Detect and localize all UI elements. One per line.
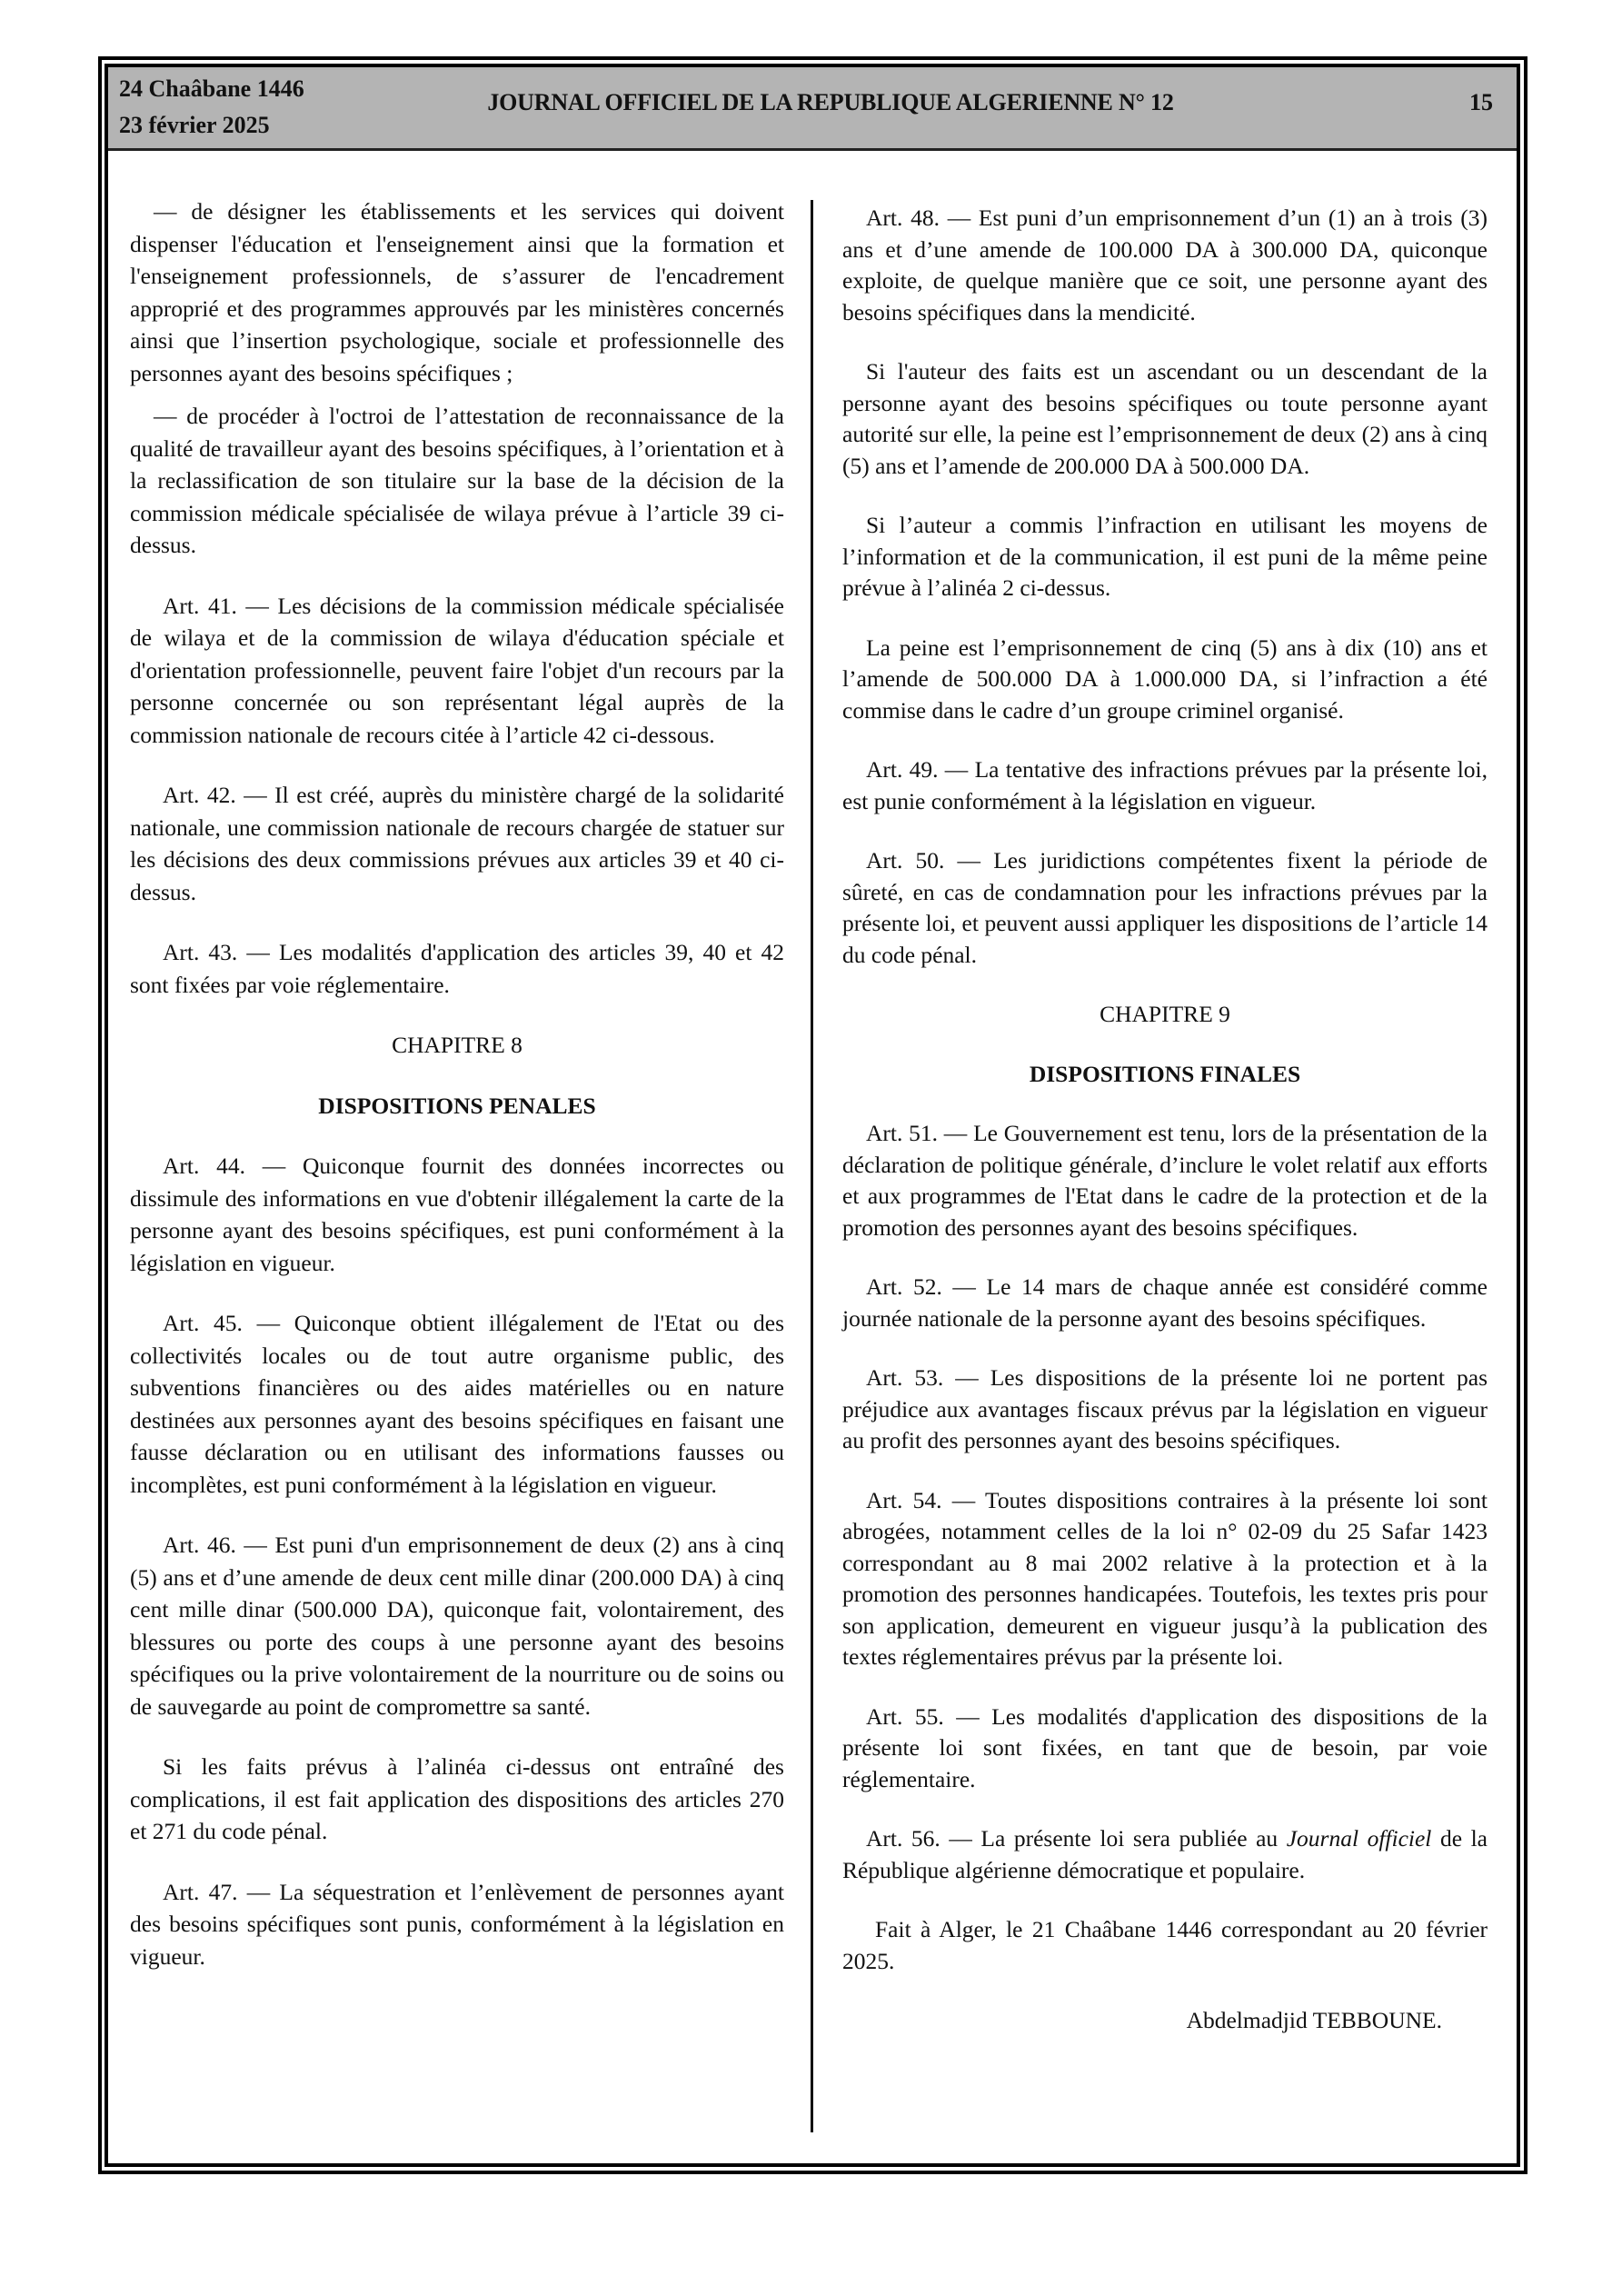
article-50: Art. 50. — Les juridictions compétentes fixent la période de sûreté, en cas de condamnation pour les infractions prévues par la présente loi, et peuvent aussi appliquer les dispositions de l’article 14 du code pénal. <box>842 847 1488 968</box>
article-51: Art. 51. — Le Gouvernement est tenu, lors de la présentation de la déclaration de politique générale, d’inclure le volet relatif aux efforts et aux programmes de l'Etat dans le cadre de la protection et de la promotion des personnes ayant des besoins spécifiques. <box>842 1120 1488 1241</box>
left-column <box>130 195 784 2001</box>
article-46: Art. 46. — Est puni d'un emprisonnement de deux (2) ans à cinq (5) ans et d’une amende de deux cent mille dinar (200.000 DA) à cinq cent mille dinar (500.000 DA), quiconque fait, volontairement, des blessures ou porte des coups à une personne ayant des besoins spécifiques ou la prive volontairement de la nourriture ou de soins ou de sauvegarde au point de compromettre sa santé. <box>130 1532 784 1720</box>
column-divider <box>811 200 813 2132</box>
article-41: Art. 41. — Les décisions de la commission médicale spécialisée de wilaya et de la commission de wilaya d'éducation spéciale et d'orientation professionnelle, peuvent faire l'objet d'un recours par la personne concernée ou son représentant légal auprès de la commission nationale de recours citée à l’article 42 ci-dessous. <box>130 592 784 748</box>
article-48: Art. 48. — Est puni d’un emprisonnement d’un (1) an à trois (3) ans et d’une amende de 100.000 DA à 300.000 DA, quiconque exploite, de quelque manière que ce soit, une personne ayant des besoins spécifiques dans la mendicité. <box>842 205 1488 325</box>
article-56 <box>842 1823 1488 1886</box>
gregorian-date: 23 février 2025 <box>119 112 270 138</box>
chapter-9-title: DISPOSITIONS FINALES <box>1029 1060 1301 1087</box>
article-42: Art. 42. — Il est créé, auprès du ministère chargé de la solidarité nationale, une commission nationale de recours chargée de statuer sur les décisions des deux commissions prévues aux articles 39 et 40 ci-dessus. <box>130 782 784 905</box>
article-47: Art. 47. — La séquestration et l’enlèvement de personnes ayant des besoins spécifiques sont punis, conformément à la législation en vigueur. <box>130 1878 784 1970</box>
article-44: Art. 44. — Quiconque fournit des données incorrectes ou dissimule des informations en vue d'obtenir illégalement la carte de la personne ayant des besoins spécifiques, est puni conformément à la législation en vigueur. <box>130 1153 784 1276</box>
paragraph-attestation: — de procéder à l'octroi de l’attestation de reconnaissance de la qualité de travailleur ayant des besoins spécifiques, à l’orientation et à la reclassification de son titulaire sur la base de la décision de la commission médicale spécialisée de wilaya prévue à l’article 39 ci-dessus. <box>130 403 784 558</box>
article-54: Art. 54. — Toutes dispositions contraires à la présente loi sont abrogées, notamment celles de la loi n° 02-09 du 25 Safar 1423 correspondant au 8 mai 2002 relative à la protection et à la promotion des personnes handicapées. Toutefois, les textes pris pour son application, demeurent en vigueur jusqu’à la publication des textes réglementaires prévus par la présente loi. <box>842 1486 1488 1670</box>
chapter-8-heading: CHAPITRE 8 <box>392 1032 522 1058</box>
chapter-9-heading: CHAPITRE 9 <box>1100 1001 1230 1027</box>
chapter-8-title: DISPOSITIONS PENALES <box>318 1092 596 1119</box>
article-56-text-end: de la République algérienne démocratique et populaire. <box>842 1825 1488 1883</box>
article-48-paragraph-4: La peine est l’emprisonnement de cinq (5) ans à dix (10) ans et l’amende de 500.000 DA à 1.000.000 DA, si l’infraction a été commise dans le cadre d’un groupe criminel organisé. <box>842 634 1488 724</box>
journal-officiel-italic: Journal officiel <box>1286 1825 1432 1852</box>
hijri-date: 24 Chaâbane 1446 <box>119 75 304 102</box>
journal-header <box>108 67 1517 151</box>
article-46-paragraph-2: Si les faits prévus à l’alinéa ci-dessus ont entraîné des complications, il est fait application des dispositions des articles 270 et 271 du code pénal. <box>130 1753 784 1844</box>
article-45: Art. 45. — Quiconque obtient illégalement de l'Etat ou des collectivités locales ou de tout autre organisme public, des subventions financières ou des aides matérielles ou en nature destinées aux personnes ayant des besoins spécifiques en faisant une fausse déclaration ou en utilisant des informations fausses ou incomplètes, est puni conformément à la législation en vigueur. <box>130 1310 784 1498</box>
article-52: Art. 52. — Le 14 mars de chaque année est considéré comme journée nationale de la personne ayant des besoins spécifiques. <box>842 1273 1488 1332</box>
article-56-text: Art. 56. — La présente loi sera publiée au <box>866 1825 1287 1852</box>
article-49: Art. 49. — La tentative des infractions prévues par la présente loi, est punie conformément à la législation en vigueur. <box>842 756 1488 814</box>
right-column <box>842 203 1488 2037</box>
article-48-paragraph-3: Si l’auteur a commis l’infraction en utilisant les moyens de l’information et de la communication, il est puni de la même peine prévue à l’alinéa 2 ci-dessus. <box>842 512 1488 601</box>
article-55: Art. 55. — Les modalités d'application des dispositions de la présente loi sont fixées, en tant que de besoin, par voie réglementaire. <box>842 1702 1488 1792</box>
journal-title: JOURNAL OFFICIEL DE LA REPUBLIQUE ALGERIENNE N° 12 <box>487 89 1174 115</box>
paragraph-designation: — de désigner les établissements et les services qui doivent dispenser l'éducation et l'enseignement ainsi que la formation et l'enseignement professionnels, de s’assurer de l'encadrement approprié et des programmes approuvés par les ministères concernés ainsi que l’insertion psychologique, sociale et professionnelle des personnes ayant des besoins spécifiques ; <box>130 198 784 386</box>
page-number: 15 <box>1469 89 1493 115</box>
article-43: Art. 43. — Les modalités d'application des articles 39, 40 et 42 sont fixées par voie réglementaire. <box>130 939 784 998</box>
article-48-paragraph-2: Si l'auteur des faits est un ascendant ou un descendant de la personne ayant des besoins spécifiques ou toute personne ayant autorité sur elle, la peine est l’emprisonnement de deux (2) ans à cinq (5) ans et l’amende de 200.000 DA à 500.000 DA. <box>842 358 1488 479</box>
article-53: Art. 53. — Les dispositions de la présente loi ne portent pas préjudice aux avantages fiscaux prévus par la législation en vigueur au profit des personnes ayant des besoins spécifiques. <box>842 1364 1488 1453</box>
closing-statement: Fait à Alger, le 21 Chaâbane 1446 correspondant au 20 février 2025. <box>842 1916 1488 1974</box>
signature: Abdelmadjid TEBBOUNE. <box>1186 2007 1442 2033</box>
